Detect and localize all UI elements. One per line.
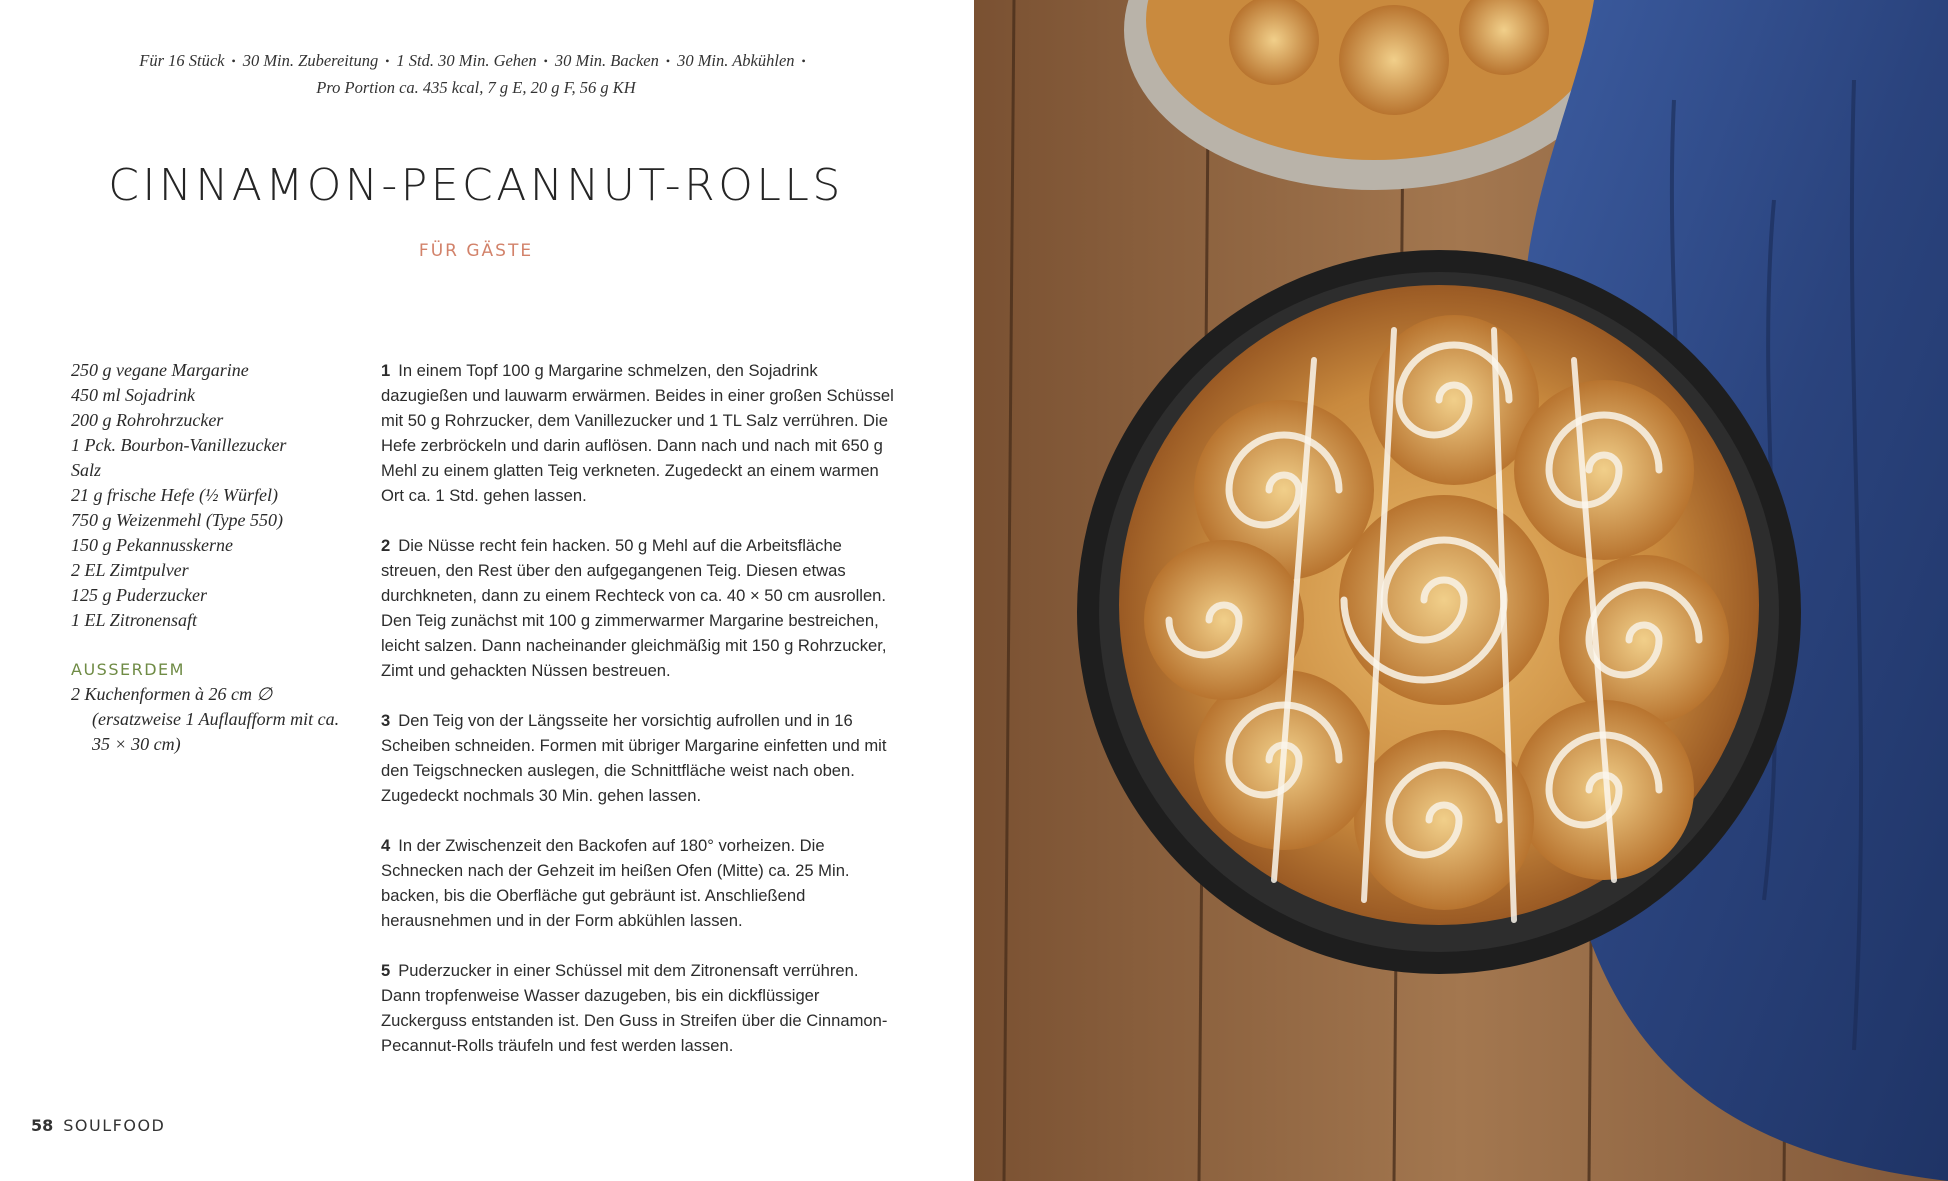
meta-prep-time: 30 Min. Zubereitung [242, 51, 379, 70]
step-text: In der Zwischenzeit den Backofen auf 180° vorheizen. Die Schnecken nach der Gehzeit im heißen Ofen (Mitte) ca. 25 Min. backen, bis die Oberfläche gut gebräunt ist. Anschließend herausnehmen und in der Form abkühlen lassen. [381, 836, 850, 930]
ingredient-item: Salz [71, 460, 102, 480]
ingredient-item: 1 EL Zitronensaft [71, 610, 198, 630]
step-text: Die Nüsse recht fein hacken. 50 g Mehl auf die Arbeitsfläche streuen, den Rest über den aufgegangenen Teig. Diesen etwas durchkneten, dann zu einem Rechteck von ca. 40 × 50 cm ausrollen. Den Teig zunächst mit 100 g zimmerwarmer Margarine bestreichen, leicht salzen. Dann nacheinander gleichmäßig mit 150 g Rohrzucker, Zimt und gehackten Nüssen bestreuen. [381, 536, 887, 680]
ingredient-item: 1 Pck. Bourbon-Vanillezucker [71, 435, 287, 455]
meta-rise-time: 1 Std. 30 Min. Gehen [396, 51, 537, 70]
meta-servings: Für 16 Stück [139, 51, 225, 70]
step-number: 1 [381, 361, 391, 380]
ingredient-item: 21 g frische Hefe (½ Würfel) [71, 485, 278, 505]
bullet-icon: • [543, 54, 548, 68]
section-name: SOULFOOD [63, 1116, 166, 1135]
cinnamon-rolls-photo [974, 0, 1948, 1181]
ingredient-item: 750 g Weizenmehl (Type 550) [71, 510, 283, 530]
step-number: 3 [381, 711, 391, 730]
page-number: 58 [31, 1116, 54, 1135]
step-text: In einem Topf 100 g Margarine schmelzen, den Sojadrink dazugießen und lauwarm erwärmen. Beides in einer großen Schüssel mit 50 g Rohrzucker, dem Vanillezucker und 1 TL Salz verrühren. Die Hefe zerbröckeln und darin auflösen. Dann nach und nach mit 650 g Mehl zu einem glatten Teig verkneten. Zugedeckt an einem warmen Ort ca. 1 Std. gehen lassen. [381, 361, 894, 505]
bullet-icon: • [801, 54, 806, 68]
step-text: Puderzucker in einer Schüssel mit dem Zitronensaft verrühren. Dann tropfenweise Wasser dazugeben, bis ein dickflüssiger Zuckerguss entstanden ist. Den Guss in Streifen über die Cinnamon-Pecannut-Rolls träufeln und fest werden lassen. [381, 961, 888, 1055]
recipe-subtitle: FÜR GÄSTE [418, 241, 534, 261]
bullet-icon: • [385, 54, 390, 68]
instruction-steps [381, 358, 901, 1083]
step-3 [381, 708, 901, 808]
step-number: 5 [381, 961, 391, 980]
extras-heading: AUSSERDEM [71, 660, 185, 679]
ingredient-item: 250 g vegane Margarine [71, 360, 249, 380]
extras-item: 2 Kuchenformen à 26 cm ∅ (ersatzweise 1 Auflaufform mit ca. 35 × 30 cm) [71, 684, 340, 754]
step-number: 2 [381, 536, 391, 555]
food-photo [974, 0, 1948, 1181]
step-1 [381, 358, 901, 508]
meta-cool-time: 30 Min. Abkühlen [677, 51, 795, 70]
bullet-icon: • [231, 54, 236, 68]
meta-line-1 [60, 48, 892, 75]
ingredient-item: 150 g Pekannusskerne [71, 535, 233, 555]
ingredient-item: 200 g Rohrohrzucker [71, 410, 224, 430]
step-5 [381, 958, 901, 1058]
ingredient-item: 450 ml Sojadrink [71, 385, 195, 405]
step-number: 4 [381, 836, 391, 855]
bullet-icon: • [665, 54, 671, 68]
ingredient-list [71, 358, 351, 757]
page-footer [31, 1116, 165, 1135]
recipe-title: CINNAMON-PECANNUT-ROLLS [108, 160, 844, 211]
meta-bake-time: 30 Min. Backen [554, 51, 659, 70]
step-2 [381, 533, 901, 683]
step-4 [381, 833, 901, 933]
ingredient-item: 2 EL Zimtpulver [71, 560, 189, 580]
ingredient-item: 125 g Puderzucker [71, 585, 207, 605]
recipe-meta [60, 48, 892, 100]
step-text: Den Teig von der Längsseite her vorsichtig aufrollen und in 16 Scheiben schneiden. Formen mit übriger Margarine einfetten und mit den Teigschnecken auslegen, die Schnittfläche weist nach oben. Zugedeckt nochmals 30 Min. gehen lassen. [381, 711, 887, 805]
meta-nutrition: Pro Portion ca. 435 kcal, 7 g E, 20 g F, 56 g KH [316, 78, 636, 97]
